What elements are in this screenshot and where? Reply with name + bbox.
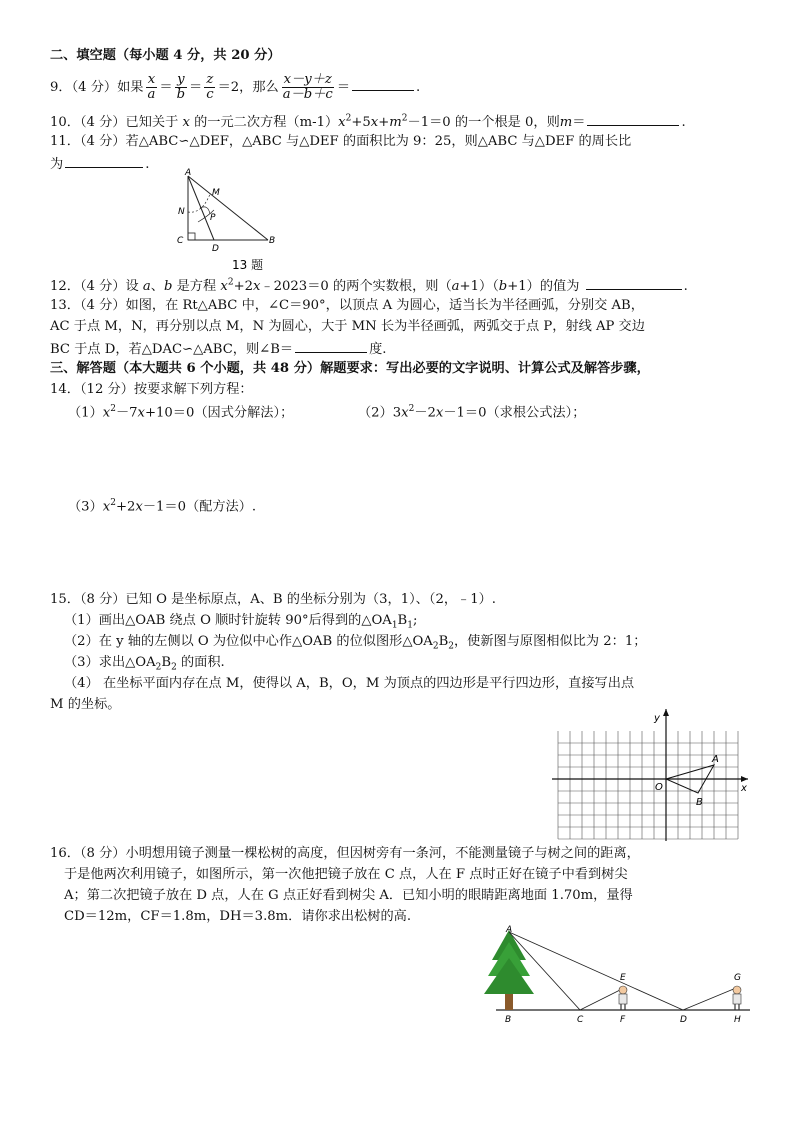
grid-label-B: B xyxy=(696,797,703,808)
q13-answer-blank[interactable] xyxy=(295,340,367,353)
question-15-part-3: （3）求出$\triangle OA_2B_2$ 的面积. xyxy=(64,655,225,673)
figure-16-mirror xyxy=(478,922,768,1030)
figure-13-triangle xyxy=(170,168,290,274)
fig13-label-M: M xyxy=(212,188,220,198)
fig13-label-A: A xyxy=(185,168,192,178)
fig13-label-P: P xyxy=(210,213,216,223)
question-11-line-1: 11．（4 分）若△ABC∽△DEF，△ABC 与△DEF 的面积比为 9：25，则△ABC 与△DEF 的周长比 xyxy=(50,134,632,149)
fig13-label-B: B xyxy=(269,236,276,246)
q9-fraction-y-b: $\frac{y}{b}$ xyxy=(176,72,186,102)
q10-answer-blank[interactable] xyxy=(587,113,679,126)
fig16-label-A: A xyxy=(506,925,513,935)
fig13-label-C: C xyxy=(177,236,184,246)
question-13-line-1: 13．（4 分）如图，在 Rt△ABC 中，∠C＝90°，以顶点 A 为圆心，适当长为半径画弧，分别交 AB， xyxy=(50,298,644,313)
question-14-part-1: $(1)x^2-7x+10=0$（因式分解法）； xyxy=(68,404,294,421)
question-11-line-2: 为 . xyxy=(50,157,150,172)
fig16-label-E: E xyxy=(620,973,626,983)
section-3-title: 三、解答题（本大题共 6 个小题，共 48 分）解题要求：写出必要的文字说明、计算公式及解答步骤， xyxy=(50,361,650,376)
question-16-line-3: A；第二次把镜子放在 D 点，人在 G 点正好看到树尖 A．已知小明的眼睛距离地面 1.70m，量得 xyxy=(64,888,633,903)
question-15-part-4: （4） 在坐标平面内存在点 M，使得以 A，B，O，M 为顶点的四边形是平行四边形，直接写出点 xyxy=(64,676,635,691)
q11-answer-blank[interactable] xyxy=(65,155,143,168)
grid-label-y: y xyxy=(654,713,660,724)
q9-answer-blank[interactable] xyxy=(352,78,414,91)
question-10: 10．（4 分）已知关于 x 的一元二次方程$(m-1)x^2+5x+m^2-1=0$ 的一个根是 0，则m＝ . xyxy=(50,113,686,130)
question-12: 12．（4 分）设 a、b 是方程 $x^2+2x﹣2023=0$ 的两个实数根，则（a+1）（b+1）的值为 . xyxy=(50,277,688,294)
q9-fraction-result: $\frac{x-y+z}{a-b+c}$ xyxy=(282,72,333,102)
fig13-label-N: N xyxy=(178,207,185,217)
person-icon-at-F xyxy=(619,986,627,1010)
question-13-line-2: AC 于点 M，N，再分别以点 M，N 为圆心，大于 MN 长为半径画弧，两弧交于点 P，射线 AP 交边 xyxy=(50,319,645,334)
question-15-part-4-cont: M 的坐标。 xyxy=(50,697,121,712)
q9-fraction-z-c: $\frac{z}{c}$ xyxy=(206,72,214,102)
fig16-label-C: C xyxy=(577,1015,584,1025)
question-14-part-2: $(2)3x^2-2x-1=0$（求根公式法）； xyxy=(358,404,586,421)
question-14-title: 14．（12 分）按要求解下列方程： xyxy=(50,382,253,397)
question-15-part-2: （2）在 y 轴的左侧以 O 为位似中心作△OAB 的位似图形$\triangle OA_2B_2$，使新图与原图相似比为 2：1； xyxy=(64,634,647,652)
question-16-line-2: 于是他两次利用镜子，如图所示，第一次他把镜子放在 C 点，人在 F 点时正好在镜子中看到树尖 xyxy=(64,867,628,882)
section-2-title: 二、填空题（每小题 4 分，共 20 分） xyxy=(50,48,281,63)
question-9: 9．（4 分）如果 $\frac{x}{a}$ ＝ $\frac{y}{b}$ ＝ $\frac{z}{c}$ ＝2，那么 $\frac{x-y+z}{a-b+c}$ ＝ . xyxy=(50,72,421,102)
grid-label-A: A xyxy=(712,754,719,765)
coordinate-grid xyxy=(548,705,758,845)
q9-score: （4 分） xyxy=(71,79,118,95)
question-16-line-4: CD＝12m，CF＝1.8m，DH＝3.8m．请你求出松树的高. xyxy=(64,909,412,924)
fig16-label-B: B xyxy=(505,1015,512,1025)
question-14-part-3: $(3)x^2+2x-1=0$（配方法）. xyxy=(68,498,257,515)
fig16-label-D: D xyxy=(680,1015,687,1025)
question-15-title: 15．（8 分）已知 O 是坐标原点，A、B 的坐标分别为（3，1）、（2，﹣1）. xyxy=(50,592,496,607)
fig13-caption: 13 题 xyxy=(232,258,264,272)
q12-answer-blank[interactable] xyxy=(586,277,682,290)
fig16-label-F: F xyxy=(620,1015,626,1025)
pine-tree-icon xyxy=(484,930,534,1010)
fig13-label-D: D xyxy=(212,244,219,254)
question-15-part-1: （1）画出△OAB 绕点 O 顺时针旋转 90°后得到的$\triangle OA_1B_1$; xyxy=(64,613,418,631)
question-16-line-1: 16．（8 分）小明想用镜子测量一棵松树的高度，但因树旁有一条河，不能测量镜子与树之间的距离， xyxy=(50,846,640,861)
q9-number: 9． xyxy=(50,79,72,95)
grid-label-x: x xyxy=(741,783,747,794)
fig16-label-H: H xyxy=(734,1015,741,1025)
q9-fraction-x-a: $\frac{x}{a}$ xyxy=(147,72,156,102)
question-13-line-3: BC 于点 D，若△DAC∽△ABC，则∠B＝ 度. xyxy=(50,342,387,357)
grid-label-O: O xyxy=(655,782,663,793)
person-icon-at-H xyxy=(733,986,741,1010)
fig16-label-G: G xyxy=(734,973,741,983)
q9-text: 如果 xyxy=(117,79,144,95)
